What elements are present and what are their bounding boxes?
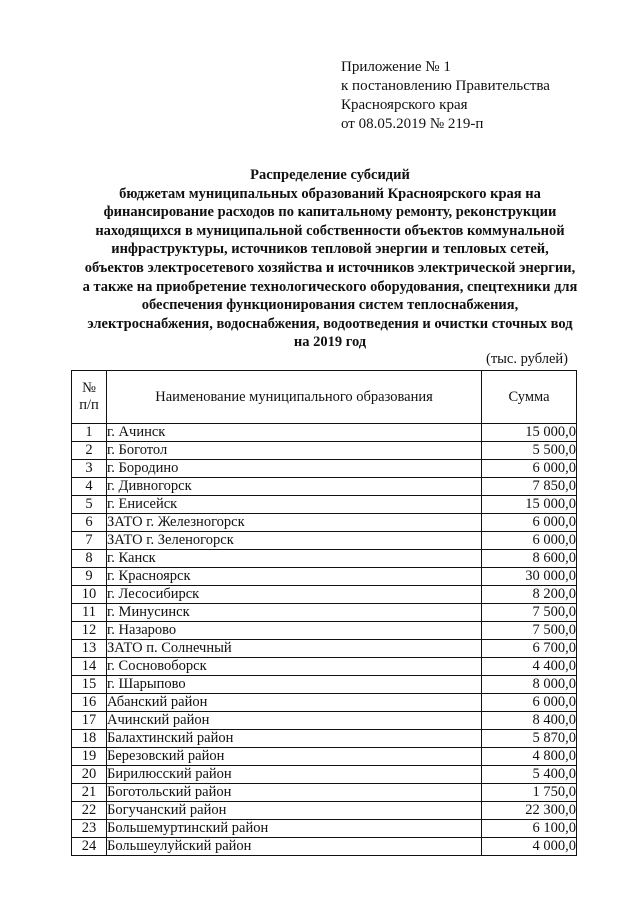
row-number: 9 bbox=[72, 568, 107, 586]
row-sum: 6 000,0 bbox=[482, 694, 577, 712]
row-sum: 6 700,0 bbox=[482, 640, 577, 658]
row-municipality: Большемуртинский район bbox=[107, 820, 482, 838]
row-municipality: г. Назарово bbox=[107, 622, 482, 640]
table-row bbox=[72, 748, 577, 766]
appendix-region: Красноярского края bbox=[341, 97, 468, 113]
table-row bbox=[72, 514, 577, 532]
document-title bbox=[50, 166, 610, 352]
row-municipality: Березовский район bbox=[107, 748, 482, 766]
row-sum: 8 600,0 bbox=[482, 550, 577, 568]
table-row bbox=[72, 532, 577, 550]
appendix-number: Приложение № 1 bbox=[341, 59, 451, 75]
row-municipality: ЗАТО г. Зеленогорск bbox=[107, 532, 482, 550]
row-municipality: Боготольский район bbox=[107, 784, 482, 802]
row-sum: 15 000,0 bbox=[482, 424, 577, 442]
row-municipality: Абанский район bbox=[107, 694, 482, 712]
row-sum: 8 400,0 bbox=[482, 712, 577, 730]
appendix-resolution: к постановлению Правительства bbox=[341, 78, 550, 94]
row-number: 16 bbox=[72, 694, 107, 712]
row-municipality: ЗАТО г. Железногорск bbox=[107, 514, 482, 532]
title-line: объектов электросетевого хозяйства и источников электрической энергии, bbox=[84, 259, 576, 276]
subsidies-table bbox=[71, 370, 577, 856]
row-municipality: г. Шарыпово bbox=[107, 676, 482, 694]
row-municipality: Балахтинский район bbox=[107, 730, 482, 748]
header-number bbox=[72, 371, 107, 424]
table-row bbox=[72, 838, 577, 856]
row-municipality: г. Минусинск bbox=[107, 604, 482, 622]
row-number: 5 bbox=[72, 496, 107, 514]
table-row bbox=[72, 442, 577, 460]
row-municipality: Ачинский район bbox=[107, 712, 482, 730]
title-line: Распределение субсидий bbox=[250, 167, 410, 183]
row-sum: 8 200,0 bbox=[482, 586, 577, 604]
row-sum: 6 000,0 bbox=[482, 532, 577, 550]
row-number: 12 bbox=[72, 622, 107, 640]
header-name: Наименование муниципального образования bbox=[107, 371, 482, 424]
row-sum: 5 870,0 bbox=[482, 730, 577, 748]
table-row bbox=[72, 568, 577, 586]
row-municipality: г. Бородино bbox=[107, 460, 482, 478]
row-municipality: г. Сосновоборск bbox=[107, 658, 482, 676]
title-line: обеспечения функционирования систем теплоснабжения, bbox=[141, 297, 519, 314]
row-municipality: г. Канск bbox=[107, 550, 482, 568]
row-number: 24 bbox=[72, 838, 107, 856]
title-line: инфраструктуры, источников тепловой энергии и тепловых сетей, bbox=[111, 241, 549, 258]
row-municipality: г. Лесосибирск bbox=[107, 586, 482, 604]
row-sum: 7 850,0 bbox=[482, 478, 577, 496]
units-label: (тыс. рублей) bbox=[486, 351, 568, 367]
row-sum: 5 400,0 bbox=[482, 766, 577, 784]
row-number: 3 bbox=[72, 460, 107, 478]
row-number: 11 bbox=[72, 604, 107, 622]
table-row bbox=[72, 658, 577, 676]
row-sum: 22 300,0 bbox=[482, 802, 577, 820]
row-municipality: ЗАТО п. Солнечный bbox=[107, 640, 482, 658]
table-header-row bbox=[72, 371, 577, 424]
row-number: 10 bbox=[72, 586, 107, 604]
title-line: электроснабжения, водоснабжения, водоотведения и очистки сточных вод bbox=[87, 315, 573, 332]
table-row bbox=[72, 694, 577, 712]
row-number: 19 bbox=[72, 748, 107, 766]
header-number-sign: № bbox=[82, 380, 96, 396]
row-sum: 4 400,0 bbox=[482, 658, 577, 676]
appendix-date: от 08.05.2019 № 219-п bbox=[341, 116, 484, 132]
table-row bbox=[72, 820, 577, 838]
row-number: 4 bbox=[72, 478, 107, 496]
table-body bbox=[72, 424, 577, 856]
row-number: 7 bbox=[72, 532, 107, 550]
row-number: 20 bbox=[72, 766, 107, 784]
row-number: 8 bbox=[72, 550, 107, 568]
row-sum: 4 000,0 bbox=[482, 838, 577, 856]
row-municipality: г. Ачинск bbox=[107, 424, 482, 442]
row-municipality: г. Енисейск bbox=[107, 496, 482, 514]
row-number: 15 bbox=[72, 676, 107, 694]
row-municipality: Богучанский район bbox=[107, 802, 482, 820]
row-sum: 7 500,0 bbox=[482, 604, 577, 622]
row-municipality: г. Дивногорск bbox=[107, 478, 482, 496]
row-municipality: Большеулуйский район bbox=[107, 838, 482, 856]
row-sum: 6 100,0 bbox=[482, 820, 577, 838]
table-row bbox=[72, 604, 577, 622]
row-number: 21 bbox=[72, 784, 107, 802]
title-line: а также на приобретение технологического оборудования, спецтехники для bbox=[82, 278, 578, 295]
table-row bbox=[72, 478, 577, 496]
title-line: находящихся в муниципальной собственности объектов коммунальной bbox=[95, 222, 565, 239]
table-row bbox=[72, 460, 577, 478]
row-municipality: г. Красноярск bbox=[107, 568, 482, 586]
table-row bbox=[72, 550, 577, 568]
row-number: 2 bbox=[72, 442, 107, 460]
row-number: 18 bbox=[72, 730, 107, 748]
header-number-abbr: п/п bbox=[79, 397, 99, 413]
appendix-header bbox=[341, 58, 550, 134]
row-number: 23 bbox=[72, 820, 107, 838]
row-sum: 6 000,0 bbox=[482, 460, 577, 478]
row-sum: 15 000,0 bbox=[482, 496, 577, 514]
table-row bbox=[72, 784, 577, 802]
table-row bbox=[72, 622, 577, 640]
table-row bbox=[72, 586, 577, 604]
row-sum: 7 500,0 bbox=[482, 622, 577, 640]
row-number: 1 bbox=[72, 424, 107, 442]
table-row bbox=[72, 424, 577, 442]
row-number: 13 bbox=[72, 640, 107, 658]
row-sum: 30 000,0 bbox=[482, 568, 577, 586]
row-municipality: г. Боготол bbox=[107, 442, 482, 460]
title-line: финансирование расходов по капитальному ремонту, реконструкции bbox=[103, 204, 557, 221]
row-number: 6 bbox=[72, 514, 107, 532]
row-sum: 5 500,0 bbox=[482, 442, 577, 460]
row-sum: 1 750,0 bbox=[482, 784, 577, 802]
table-row bbox=[72, 640, 577, 658]
row-sum: 8 000,0 bbox=[482, 676, 577, 694]
title-line: на 2019 год bbox=[293, 334, 367, 351]
table-row bbox=[72, 730, 577, 748]
header-sum: Сумма bbox=[482, 371, 577, 424]
table-row bbox=[72, 676, 577, 694]
row-sum: 6 000,0 bbox=[482, 514, 577, 532]
table-row bbox=[72, 712, 577, 730]
title-line: бюджетам муниципальных образований Красноярского края на bbox=[119, 185, 541, 202]
table-row bbox=[72, 766, 577, 784]
table-row bbox=[72, 496, 577, 514]
table-row bbox=[72, 802, 577, 820]
row-municipality: Бирилюсский район bbox=[107, 766, 482, 784]
row-number: 17 bbox=[72, 712, 107, 730]
row-number: 22 bbox=[72, 802, 107, 820]
row-sum: 4 800,0 bbox=[482, 748, 577, 766]
row-number: 14 bbox=[72, 658, 107, 676]
